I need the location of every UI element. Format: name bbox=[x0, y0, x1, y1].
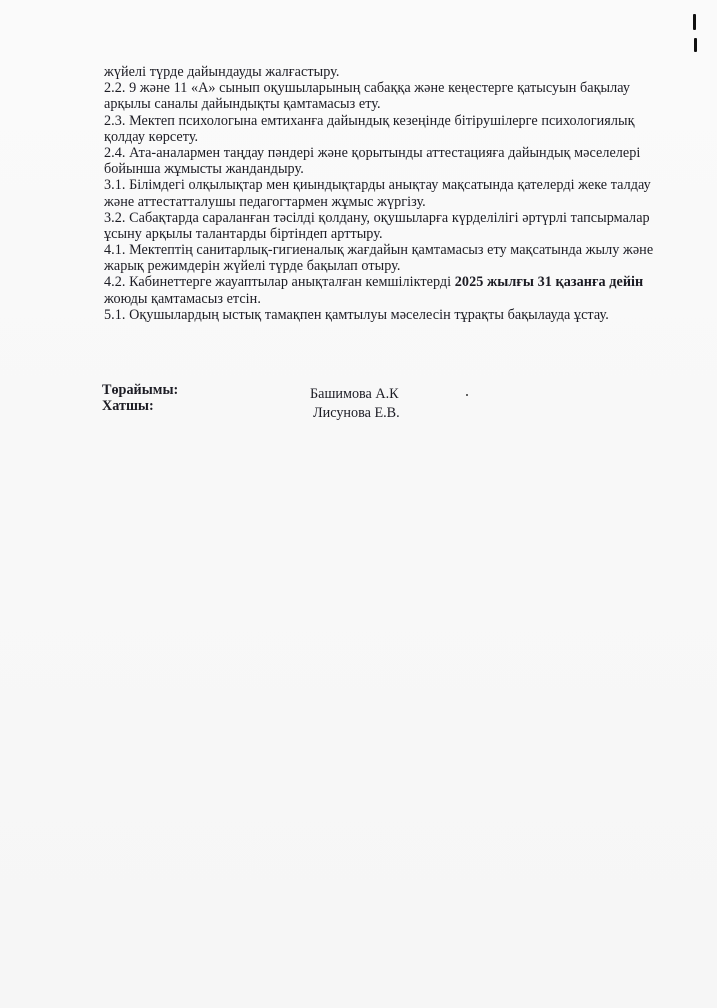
text-line: және аттестатталушы педагогтармен жұмыс жүргізу. bbox=[104, 193, 426, 210]
scan-edge-marks bbox=[693, 14, 699, 54]
text-line: 3.1. Білімдегі олқылықтар мен қиындықтарды анықтау мақсатында қателерді жеке талдау bbox=[104, 177, 651, 194]
secretary-name: Лисунова Е.В. bbox=[313, 405, 400, 421]
scan-mark bbox=[694, 38, 697, 52]
text-line: 4.1. Мектептің санитарлық-гигиеналық жағдайын қамтамасыз ету мақсатында жылу және bbox=[104, 242, 654, 259]
text-line: бойынша жұмысты жандандыру. bbox=[104, 161, 304, 178]
chair-label: Төрайымы: bbox=[102, 382, 179, 398]
text-line: 2.4. Ата-аналармен таңдау пәндері және қорытынды аттестацияға дайындық мәселелері bbox=[104, 144, 641, 161]
text-line: 5.1. Оқушылардың ыстық тамақпен қамтылуы мәселесін тұрақты бақылауда ұстау. bbox=[104, 306, 609, 323]
text-line: жоюды қамтамасыз етсін. bbox=[104, 290, 261, 307]
text-line: 4.2. Кабинеттерге жауаптылар анықталған кемшіліктерді 2025 жылғы 31 қазанға дейін bbox=[104, 274, 644, 291]
secretary-label: Хатшы: bbox=[102, 398, 154, 414]
ink-dot bbox=[466, 394, 468, 396]
text-line: жарық режимдерін жүйелі түрде бақылап отыру. bbox=[104, 258, 401, 275]
text-line: 2.2. 9 және 11 «А» сынып оқушыларының сабаққа және кеңестерге қатысуын бақылау bbox=[104, 80, 631, 97]
deadline-date: 2025 жылғы 31 қазанға дейін bbox=[454, 274, 644, 291]
text-line: арқылы саналы дайындықты қамтамасыз ету. bbox=[104, 96, 381, 113]
text-line: 2.3. Мектеп психологына емтиханға дайындық кезеңінде бітірушілерге психологиялық bbox=[104, 112, 635, 129]
text-line: жүйелі түрде дайындауды жалғастыру. bbox=[104, 64, 340, 80]
text-line: қолдау көрсету. bbox=[104, 128, 199, 145]
chair-name: Башимова А.К bbox=[310, 386, 399, 402]
scan-mark bbox=[693, 14, 696, 30]
text-line: ұсыну арқылы талантарды біртіндеп арттыру. bbox=[104, 225, 383, 242]
signature-block bbox=[102, 382, 502, 422]
protocol-body bbox=[104, 64, 664, 323]
text-line: 3.2. Сабақтарда сараланған тәсілді қолдану, оқушыларға күрделілігі әртүрлі тапсырмалар bbox=[104, 209, 650, 226]
